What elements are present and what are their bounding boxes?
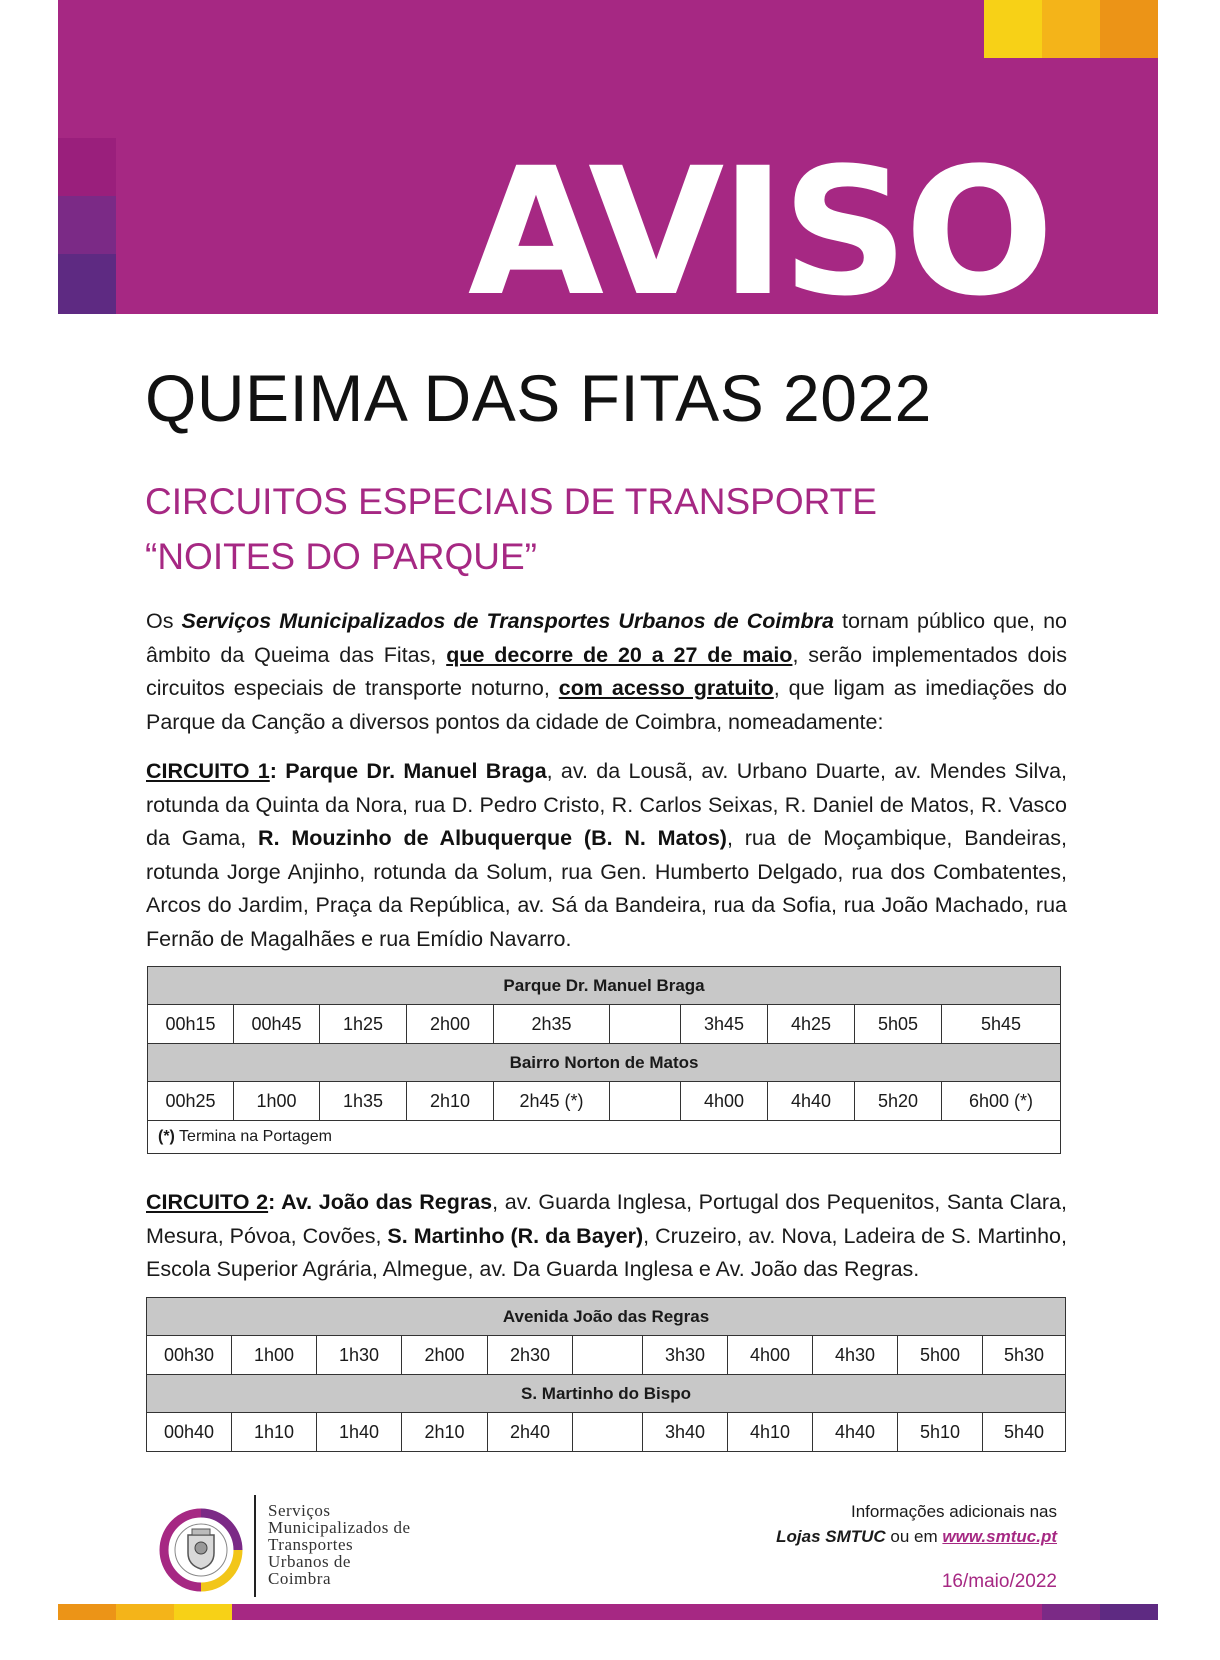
time-cell: 2h35	[494, 1005, 610, 1044]
stores-label: Lojas SMTUC	[776, 1527, 886, 1546]
table-footnote	[148, 1121, 1061, 1154]
time-cell: 1h40	[317, 1413, 402, 1452]
time-cell: 2h00	[407, 1005, 494, 1044]
time-cell	[573, 1413, 643, 1452]
org-line: Transportes	[268, 1535, 354, 1554]
text: , Cruzeiro, av. Nova, Ladeira de S. Martinho, Escola Superior Agrária, Almegue, av. Da Guarda Inglesa e Av. João das Regras.	[146, 1223, 1067, 1281]
free-access: com acesso gratuito	[558, 676, 774, 700]
time-cell: 5h30	[983, 1336, 1066, 1375]
circuit-2-midpoint: S. Martinho (R. da Bayer)	[387, 1223, 644, 1248]
time-cell: 1h00	[234, 1082, 320, 1121]
time-cell: 2h10	[402, 1413, 488, 1452]
banner-accent-square	[984, 0, 1042, 58]
page-title: QUEIMA DAS FITAS 2022	[145, 361, 932, 435]
text: :	[268, 1190, 282, 1214]
time-cell: 1h35	[320, 1082, 407, 1121]
footnote-mark: (*)	[158, 1128, 175, 1145]
org-name: Serviços Municipalizados de Transportes Urbanos de Coimbra	[181, 609, 834, 633]
bar-segment	[116, 1604, 174, 1620]
time-cell: 3h30	[643, 1336, 728, 1375]
time-cell: 5h20	[855, 1082, 942, 1121]
intro-paragraph	[146, 605, 1067, 739]
org-wordmark	[268, 1502, 411, 1587]
circuit-2-timetable	[146, 1297, 1066, 1452]
stop-header: Bairro Norton de Matos	[148, 1044, 1061, 1082]
time-cell: 00h40	[147, 1413, 232, 1452]
subtitle-line: CIRCUITOS ESPECIAIS DE TRANSPORTE	[145, 481, 877, 522]
time-cell	[610, 1082, 681, 1121]
time-cell	[573, 1336, 643, 1375]
text: tornam público que, no âmbito da Queima das Fitas,	[146, 609, 1067, 667]
time-cell: 4h40	[768, 1082, 855, 1121]
text: :	[269, 759, 286, 783]
time-cell: 5h40	[983, 1413, 1066, 1452]
time-cell: 4h00	[681, 1082, 768, 1121]
time-cell: 2h00	[402, 1336, 488, 1375]
circuit-1-start: Parque Dr. Manuel Braga	[285, 759, 547, 783]
time-cell: 1h00	[232, 1336, 317, 1375]
time-cell: 6h00 (*)	[942, 1082, 1061, 1121]
smtuc-logo	[156, 1505, 246, 1595]
circuit-2-description	[146, 1186, 1067, 1287]
circuit-1-timetable	[147, 966, 1061, 1154]
org-line: Coimbra	[268, 1569, 331, 1588]
publish-date: 16/maio/2022	[941, 1571, 1057, 1592]
text: , av. Guarda Inglesa, Portugal dos Pequenitos, Santa Clara, Mesura, Póvoa, Covões,	[146, 1190, 1067, 1248]
banner-accent-square	[1100, 0, 1158, 58]
aviso-heading: AVISO	[467, 130, 1051, 314]
org-line: Urbanos de	[268, 1552, 351, 1571]
stop-header: S. Martinho do Bispo	[147, 1375, 1066, 1413]
time-cell: 4h10	[728, 1413, 813, 1452]
text: Os	[146, 609, 182, 633]
time-cell: 5h00	[898, 1336, 983, 1375]
banner-accent-square	[1042, 0, 1100, 58]
text: , que ligam as imediações do Parque da Canção a diversos pontos da cidade de Coimbra, nomeadamente:	[146, 676, 1068, 734]
time-cell: 00h45	[234, 1005, 320, 1044]
time-cell: 1h10	[232, 1413, 317, 1452]
time-cell: 4h30	[813, 1336, 898, 1375]
text: ou em	[885, 1527, 943, 1546]
time-cell: 5h45	[942, 1005, 1061, 1044]
stop-header: Parque Dr. Manuel Braga	[148, 967, 1061, 1005]
circuit-1-midpoint: R. Mouzinho de Albuquerque (B. N. Matos)	[258, 826, 727, 850]
time-cell: 5h05	[855, 1005, 942, 1044]
time-cell: 00h15	[148, 1005, 234, 1044]
subtitle-line: “NOITES DO PARQUE”	[145, 536, 537, 577]
time-cell: 5h10	[898, 1413, 983, 1452]
time-cell: 00h30	[147, 1336, 232, 1375]
footer-divider	[254, 1495, 256, 1597]
circuit-1-label: CIRCUITO 1	[146, 759, 270, 783]
subtitle	[145, 474, 877, 584]
circuit-2-start: Av. João das Regras	[281, 1190, 493, 1214]
text: , av. da Lousã, av. Urbano Duarte, av. Mendes Silva, rotunda da Quinta da Nora, rua D. Pedro Cristo, R. Carlos Seixas, R. Daniel de Matos, R. Vasco da Gama,	[146, 759, 1067, 850]
banner-accent-square	[58, 254, 116, 314]
circuit-2-label: CIRCUITO 2	[146, 1190, 269, 1214]
aviso-banner	[58, 0, 1158, 314]
time-cell	[610, 1005, 681, 1044]
additional-info	[776, 1499, 1057, 1549]
bottom-color-bar	[58, 1604, 1158, 1620]
bar-segment	[232, 1604, 1042, 1620]
event-dates: que decorre de 20 a 27 de maio	[446, 642, 793, 667]
text: , rua de Moçambique, Bandeiras, rotunda Jorge Anjinho, rotunda da Solum, rua Gen. Humberto Delgado, rua dos Combatentes, Arcos do Jardim, Praça da República, av. Sá da Bandeira, rua da Sofia, rua João Machado, rua Fernão de Magalhães e rua Emídio Navarro.	[146, 826, 1067, 951]
time-cell: 2h40	[488, 1413, 573, 1452]
banner-accent-square	[58, 196, 116, 254]
time-cell: 00h25	[148, 1082, 234, 1121]
time-cell: 1h25	[320, 1005, 407, 1044]
stop-header: Avenida João das Regras	[147, 1298, 1066, 1336]
bar-segment	[1100, 1604, 1158, 1620]
time-cell: 1h30	[317, 1336, 402, 1375]
circuit-1-description	[146, 755, 1067, 956]
time-cell: 2h45 (*)	[494, 1082, 610, 1121]
text: , serão implementados dois circuitos especiais de transporte noturno,	[146, 642, 1067, 700]
banner-accent-square	[58, 138, 116, 196]
time-cell: 4h25	[768, 1005, 855, 1044]
time-cell: 4h00	[728, 1336, 813, 1375]
info-line: Informações adicionais nas	[850, 1502, 1057, 1521]
bar-segment	[174, 1604, 232, 1620]
time-cell: 2h30	[488, 1336, 573, 1375]
bar-segment	[1042, 1604, 1100, 1620]
org-line: Serviços	[268, 1501, 331, 1520]
time-cell: 3h45	[681, 1005, 768, 1044]
website-link[interactable]: www.smtuc.pt	[942, 1527, 1057, 1546]
time-cell: 4h40	[813, 1413, 898, 1452]
footnote-text: Termina na Portagem	[174, 1128, 333, 1145]
bar-segment	[58, 1604, 116, 1620]
time-cell: 2h10	[407, 1082, 494, 1121]
org-line: Municipalizados de	[268, 1518, 411, 1537]
time-cell: 3h40	[643, 1413, 728, 1452]
